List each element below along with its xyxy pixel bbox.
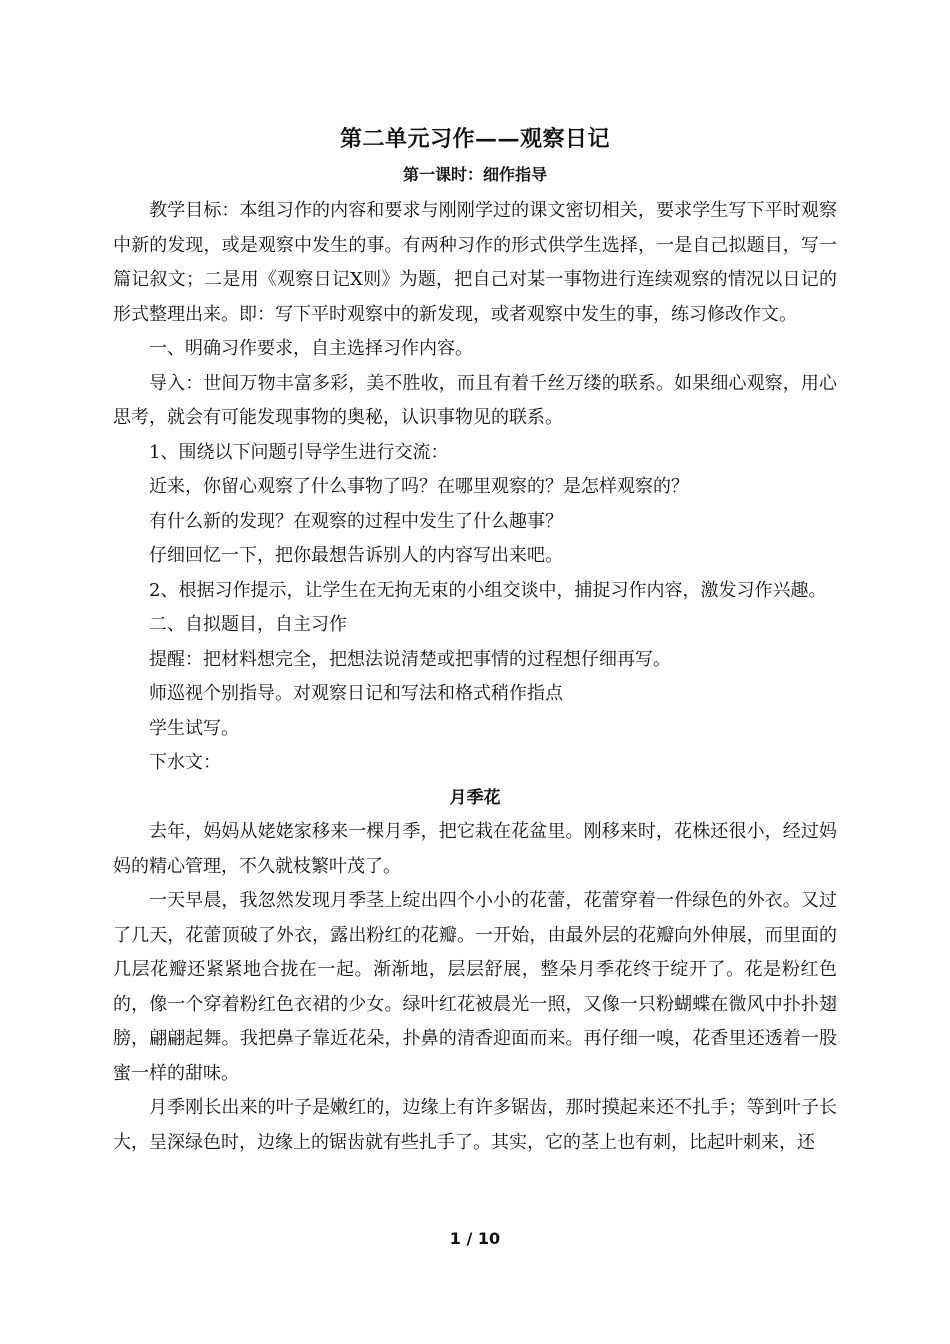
essay-paragraph: 一天早晨，我忽然发现月季茎上绽出四个小小的花蕾，花蕾穿着一件绿色的外衣。又过了几天，花蕾顶破了外衣，露出粉红的花瓣。一开始，由最外层的花瓣向外伸展，而里面的几层花瓣还紧紧地合拢在一起。渐渐地，层层舒展，整朵月季花终于绽开了。花是粉红色的，像一个穿着粉红色衣裙的少女。绿叶红花被晨光一照，又像一只粉蝴蝶在微风中扑扑翅膀，翩翩起舞。我把鼻子靠近花朵，扑鼻的清香迎面而来。再仔细一嗅，花香里还透着一股蜜一样的甜味。 xyxy=(113,890,837,1084)
paragraph-section-two: 二、自拟题目，自主习作 xyxy=(149,614,347,635)
paragraph-question-2: 有什么新的发现？在观察的过程中发生了什么趣事？ xyxy=(149,510,563,532)
paragraph-section-one: 一、明确习作要求，自主选择习作内容。 xyxy=(149,338,473,359)
document-body xyxy=(113,194,837,1160)
paragraph-step-two: 2、根据习作提示，让学生在无拘无束的小组交谈中，捕捉习作内容，激发习作兴趣。 xyxy=(149,579,827,601)
paragraph-trial: 学生试写。 xyxy=(149,717,239,739)
essay-paragraph: 去年，妈妈从姥姥家移来一棵月季，把它栽在花盆里。刚移来时，花株还很小，经过妈妈的精心管理，不久就枝繁叶茂了。 xyxy=(113,821,837,877)
paragraph-step-one: 1、围绕以下问题引导学生进行交流： xyxy=(149,441,449,463)
paragraph-guidance: 师巡视个别指导。对观察日记和写法和格式稍作指点 xyxy=(149,683,563,704)
page-number: 1 / 10 xyxy=(449,1229,501,1248)
essay-title: 月季花 xyxy=(449,787,501,808)
paragraph-question-3: 仔细回忆一下，把你最想告诉别人的内容写出来吧。 xyxy=(149,545,563,566)
document-title: 第二单元习作——观察日记 xyxy=(339,126,610,152)
paragraph-question-1: 近来，你留心观察了什么事物了吗？在哪里观察的？是怎样观察的？ xyxy=(149,476,689,497)
paragraph-model-essay-label: 下水文： xyxy=(149,752,221,773)
paragraph-objectives: 教学目标：本组习作的内容和要求与刚刚学过的课文密切相关，要求学生写下平时观察中新的发现，或是观察中发生的事。有两种习作的形式供学生选择，一是自己拟题目，写一篇记叙文；二是用《观察日记X则》为题，把自己对某一事物进行连续观察的情况以日记的形式整理出来。即：写下平时观察中的新发现，或者观察中发生的事，练习修改作文。 xyxy=(113,200,837,325)
essay-paragraph: 月季刚长出来的叶子是嫩红的，边缘上有许多锯齿，那时摸起来还不扎手；等到叶子长大，呈深绿色时，边缘上的锯齿就有些扎手了。其实，它的茎上也有刺，比起叶刺来，还 xyxy=(113,1097,837,1153)
document-subtitle: 第一课时：细作指导 xyxy=(402,165,547,184)
paragraph-reminder: 提醒：把材料想完全，把想法说清楚或把事情的过程想仔细再写。 xyxy=(149,648,671,670)
paragraph-intro: 导入：世间万物丰富多彩，美不胜收，而且有着千丝万缕的联系。如果细心观察，用心思考，就会有可能发现事物的奥秘，认识事物见的联系。 xyxy=(113,372,837,428)
